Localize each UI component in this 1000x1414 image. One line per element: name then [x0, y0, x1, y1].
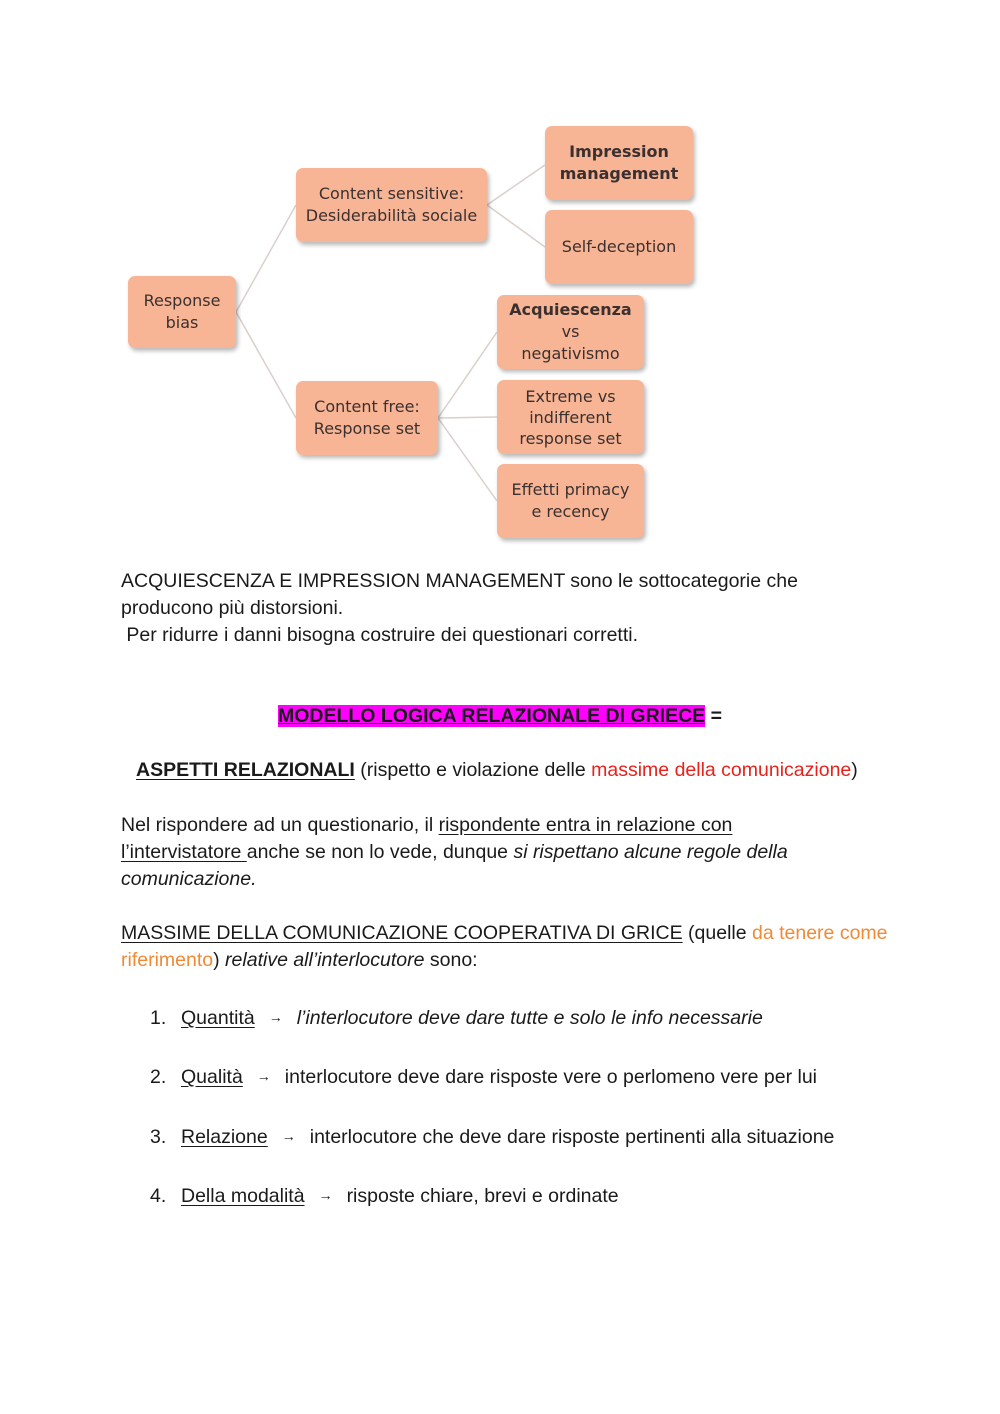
list-term: Della modalità [181, 1185, 305, 1207]
list-item-quantita [150, 1005, 763, 1033]
model-heading-suffix: = [705, 705, 722, 727]
connector-free-acquiescenza [438, 332, 497, 418]
massime-italic: relative all’interlocutore [225, 949, 425, 971]
massime-title: MASSIME DELLA COMUNICAZIONE COOPERATIVA DI GRICE [121, 922, 683, 944]
list-text: l’interlocutore deve dare tutte e solo le info necessarie [296, 1007, 763, 1029]
respondent-paragraph [121, 812, 841, 893]
response-bias-diagram [0, 0, 1000, 560]
aspetti-before: (rispetto e violazione delle [354, 759, 592, 781]
node-content-free-label: Content free: Response set [313, 397, 421, 438]
connector-sensitive-impression [487, 165, 545, 205]
node-extreme-indifferent [497, 380, 644, 454]
list-number: 2. [150, 1066, 167, 1088]
massime-end: sono: [424, 949, 478, 971]
node-acquiescenza-rest: vs negativismo [521, 322, 620, 363]
arrow-icon: → [318, 1187, 333, 1203]
massime-link-text: massime della comunicazione [591, 759, 852, 781]
node-acquiescenza-bold: Acquiescenza [509, 300, 632, 319]
node-acquiescenza [497, 295, 644, 369]
aspetti-after: ) [851, 759, 858, 781]
node-primacy-recency-label: Effetti primacy e recency [511, 480, 630, 521]
list-text: interlocutore deve dare risposte vere o perlomeno vere per lui [284, 1066, 818, 1088]
list-item-qualita [150, 1064, 817, 1092]
arrow-icon: → [268, 1009, 283, 1025]
connector-free-primacy [438, 418, 497, 501]
list-term: Qualità [181, 1066, 243, 1088]
node-content-free [296, 381, 438, 455]
list-number: 3. [150, 1126, 167, 1148]
intro-line-2: producono più distorsioni. [121, 597, 344, 619]
list-text: interlocutore che deve dare risposte pertinenti alla situazione [309, 1126, 835, 1148]
respondent-start: Nel rispondere ad un questionario, il [121, 814, 439, 836]
intro-line-1: ACQUIESCENZA E IMPRESSION MANAGEMENT sono le sottocategorie che [121, 570, 798, 592]
list-item-modalita [150, 1183, 619, 1211]
node-impression-management-label: Impression management [559, 142, 679, 183]
model-heading-text: MODELLO LOGICA RELAZIONALE DI GRIECE [277, 705, 706, 727]
connector-sensitive-selfdeception [487, 205, 545, 247]
list-number: 4. [150, 1185, 167, 1207]
node-content-sensitive [296, 168, 487, 242]
node-response-bias-label: Response bias [143, 291, 221, 332]
node-extreme-indifferent-label: Extreme vs indifferent response set [519, 386, 622, 448]
model-heading [0, 703, 1000, 730]
list-term: Quantità [181, 1007, 255, 1029]
massime-close: ) [213, 949, 226, 971]
intro-paragraph [121, 568, 911, 649]
node-impression-management [545, 126, 693, 200]
list-term: Relazione [181, 1126, 268, 1148]
aspetti-relazionali-line [136, 757, 858, 784]
respondent-italic: si rispettano alcune regole della comunicazione. [121, 841, 788, 890]
node-content-sensitive-label: Content sensitive: Desiderabilità sociale [305, 184, 478, 225]
intro-line-3: Per ridurre i danni bisogna costruire dei questionari corretti. [121, 624, 639, 646]
list-text: risposte chiare, brevi e ordinate [346, 1185, 619, 1207]
node-self-deception [545, 210, 693, 284]
connector-free-extreme [438, 417, 497, 418]
list-number: 1. [150, 1007, 167, 1029]
massime-orange: da tenere come riferimento [121, 922, 888, 971]
massime-paragraph [121, 920, 891, 974]
arrow-icon: → [281, 1128, 296, 1144]
respondent-middle: anche se non lo vede, dunque [246, 841, 514, 863]
arrow-icon: → [256, 1068, 271, 1084]
aspetti-relazionali-label: ASPETTI RELAZIONALI [136, 759, 355, 781]
node-response-bias [128, 276, 236, 348]
list-item-relazione [150, 1124, 834, 1152]
connector-root-free [236, 312, 296, 418]
massime-open: (quelle [682, 922, 752, 944]
respondent-underlined: rispondente entra in relazione con l’intervistatore [121, 814, 733, 863]
node-self-deception-label: Self-deception [561, 237, 677, 256]
node-primacy-recency [497, 464, 644, 538]
connector-root-sensitive [236, 205, 296, 312]
node-acquiescenza-label [503, 299, 638, 365]
